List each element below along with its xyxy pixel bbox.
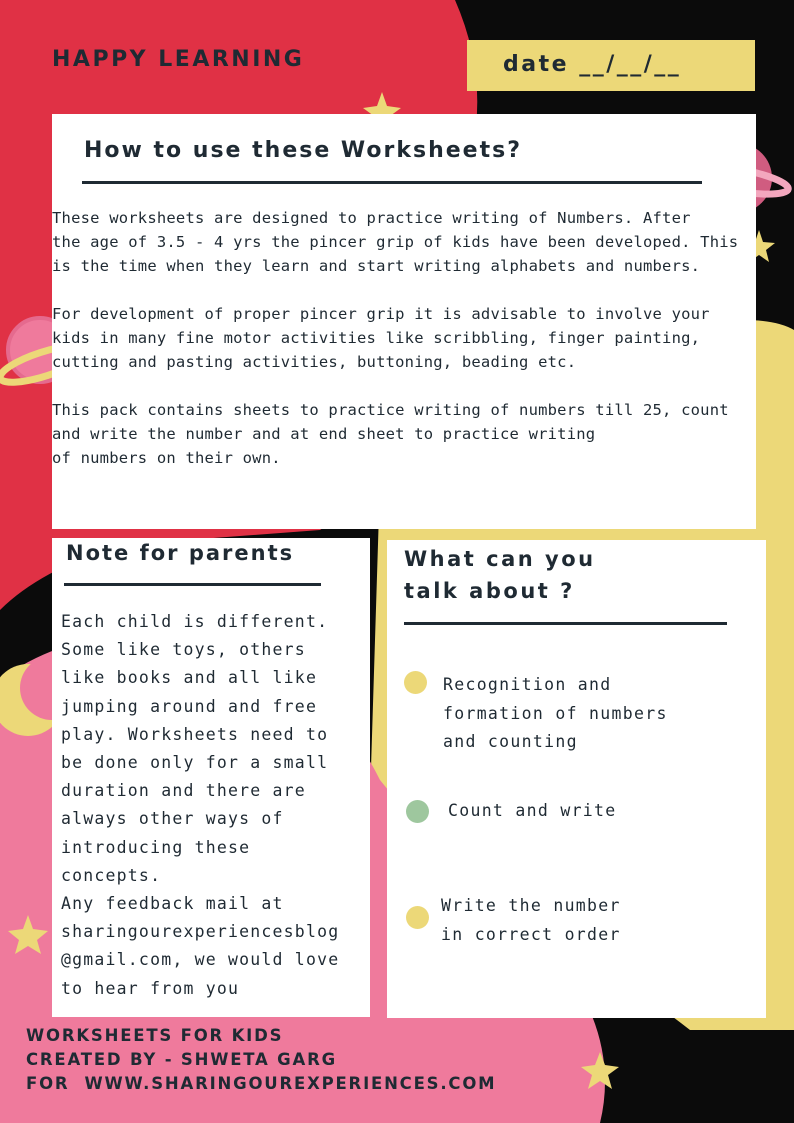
note-title: Note for parents [66, 541, 295, 565]
page-title: HAPPY LEARNING [52, 47, 305, 72]
talk-about-card [387, 540, 766, 1018]
bullet-dot-icon [404, 671, 427, 694]
paragraph-intro: These worksheets are designed to practice writing of Numbers. After the age of 3.5 - 4 yrs the pincer grip of kids have been developed. This is the time when they learn and start writing alphabets and numbers. [52, 209, 739, 275]
paragraph-pack-contents: This pack contains sheets to practice writing of numbers till 25, count and write the number and at end sheet to practice writing of numbers on their own. [52, 401, 729, 467]
list-item: Count and write [448, 801, 617, 820]
how-to-use-card [52, 114, 756, 529]
bullet-dot-icon [406, 800, 429, 823]
divider [64, 583, 321, 586]
footer-website: FOR WWW.SHARINGOUREXPERIENCES.COM [26, 1074, 497, 1093]
footer-line: WORKSHEETS FOR KIDS [26, 1026, 284, 1045]
list-item: Recognition and formation of numbers and counting [443, 675, 668, 751]
bullet-dot-icon [406, 906, 429, 929]
note-for-parents-card [52, 538, 370, 1017]
date-label: date __/__/__ [503, 52, 682, 77]
note-text: Each child is different. Some like toys, others like books and all like jumping around and free play. Worksheets need to be done only for a small duration and there are always other ways of introducing these concepts. Any feedback mail at sharingourexperiencesblog @gmail.com, we would love to hear from you [61, 612, 340, 998]
how-to-use-title: How to use these Worksheets? [84, 138, 522, 163]
paragraph-pincer-grip: For development of proper pincer grip it is advisable to involve your kids in many fine motor activities like scribbling, finger painting, cutting and pasting activities, buttoning, beading etc. [52, 305, 710, 371]
divider [404, 622, 727, 625]
talk-about-title: What can you talk about ? [404, 547, 596, 603]
footer-line: CREATED BY - SHWETA GARG [26, 1050, 337, 1069]
list-item: Write the number in correct order [441, 896, 621, 944]
divider [82, 181, 702, 184]
date-box [467, 40, 755, 91]
footer-credits [26, 1024, 496, 1096]
